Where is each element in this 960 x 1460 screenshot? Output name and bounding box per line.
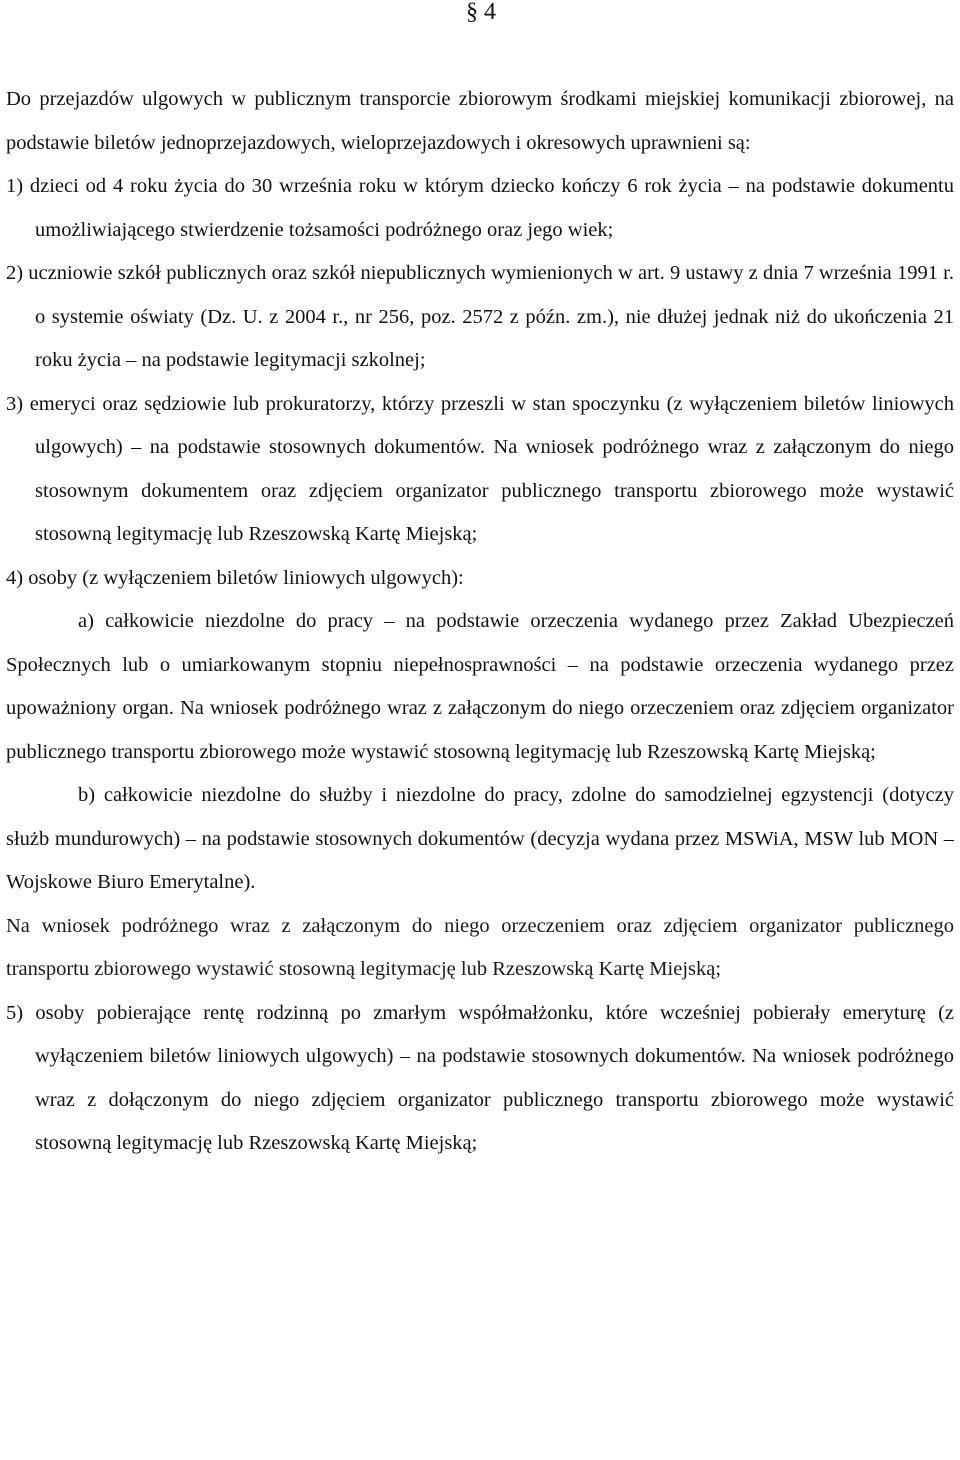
list-item-1: 1) dzieci od 4 roku życia do 30 września roku w którym dziecko kończy 6 rok życia – na podstawie dokumentu umożliwiającego stwierdzenie tożsamości podróżnego oraz jego wiek; <box>6 175 954 241</box>
document-body <box>6 78 954 1166</box>
list-item-4a: a) całkowicie niezdolne do pracy – na podstawie orzeczenia wydanego przez Zakład Ubezpieczeń Społecznych lub o umiarkowanym stopniu niepełnosprawności – na podstawie orzeczenia wydanego przez upoważniony organ. Na wniosek podróżnego wraz z załączonym do niego orzeczeniem oraz zdjęciem organizator publicznego transportu zbiorowego może wystawić stosowną legitymację lub Rzeszowską Kartę Miejską; <box>6 610 954 763</box>
list-item-2: 2) uczniowie szkół publicznych oraz szkół niepublicznych wymienionych w art. 9 ustawy z dnia 7 września 1991 r. o systemie oświaty (Dz. U. z 2004 r., nr 256, poz. 2572 z późn. zm.), nie dłużej jednak niż do ukończenia 21 roku życia – na podstawie legitymacji szkolnej; <box>6 262 954 371</box>
list-item-4: 4) osoby (z wyłączeniem biletów liniowych ulgowych): <box>6 566 464 589</box>
list-item-3: 3) emeryci oraz sędziowie lub prokuratorzy, którzy przeszli w stan spoczynku (z wyłączeniem biletów liniowych ulgowych) – na podstawie stosownych dokumentów. Na wniosek podróżnego wraz z załączonym do niego stosownym dokumentem oraz zdjęciem organizator publicznego transportu zbiorowego może wystawić stosowną legitymację lub Rzeszowską Kartę Miejską; <box>6 392 954 545</box>
list-item-5: 5) osoby pobierające rentę rodzinną po zmarłym współmałżonku, które wcześniej pobierały emeryturę (z wyłączeniem biletów liniowych ulgowych) – na podstawie stosownych dokumentów. Na wniosek podróżnego wraz z dołączonym do niego zdjęciem organizator publicznego transportu zbiorowego może wystawić stosowną legitymację lub Rzeszowską Kartę Miejską; <box>6 1001 954 1154</box>
intro-paragraph: Do przejazdów ulgowych w publicznym transporcie zbiorowym środkami miejskiej komunikacji zbiorowej, na podstawie biletów jednoprzejazdowych, wieloprzejazdowych i okresowych uprawnieni są: <box>6 88 954 154</box>
list-item-4b: b) całkowicie niezdolne do służby i niezdolne do pracy, zdolne do samodzielnej egzystencji (dotyczy służb mundurowych) – na podstawie stosownych dokumentów (decyzja wydana przez MSWiA, MSW lub MON – Wojskowe Biuro Emerytalne). <box>6 784 954 893</box>
section-number: § 4 <box>466 0 496 25</box>
list-item-4b-note: Na wniosek podróżnego wraz z załączonym do niego orzeczeniem oraz zdjęciem organizator publicznego transportu zbiorowego wystawić stosowną legitymację lub Rzeszowską Kartę Miejską; <box>6 914 954 980</box>
